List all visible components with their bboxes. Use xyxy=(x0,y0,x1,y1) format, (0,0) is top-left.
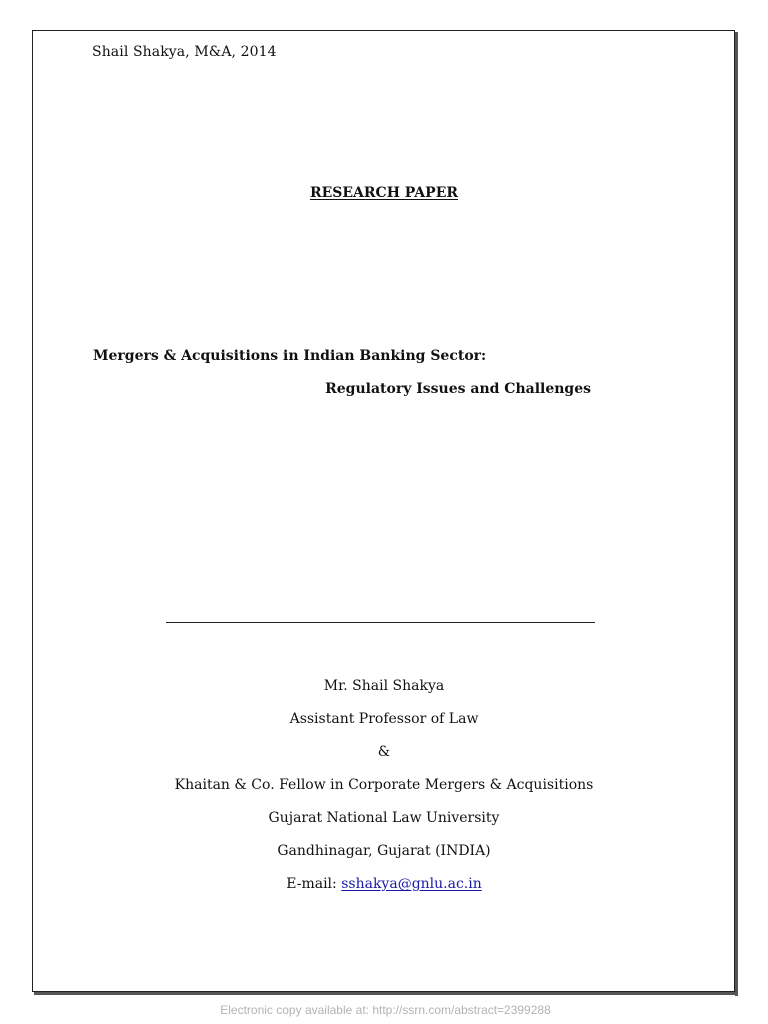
author-position: Assistant Professor of Law xyxy=(289,711,479,727)
email-label: E-mail: xyxy=(286,876,337,892)
author-conjunction: & xyxy=(377,744,391,760)
author-name: Mr. Shail Shakya xyxy=(323,678,445,694)
page-shadow-bottom xyxy=(34,992,738,995)
paper-title-line-1: Mergers & Acquisitions in Indian Banking Sector: xyxy=(93,348,487,364)
author-location: Gandhinagar, Gujarat (INDIA) xyxy=(277,843,491,859)
running-header: Shail Shakya, M&A, 2014 xyxy=(92,44,277,60)
paper-type-heading: RESEARCH PAPER xyxy=(309,185,459,201)
author-institution: Gujarat National Law University xyxy=(268,810,500,826)
email-link[interactable]: sshakya@gnlu.ac.in xyxy=(341,876,482,892)
author-email-line xyxy=(0,874,768,907)
author-fellowship: Khaitan & Co. Fellow in Corporate Mergers & Acquisitions xyxy=(174,777,594,793)
title-divider xyxy=(166,622,595,623)
ssrn-watermark: Electronic copy available at: http://ssrn.com/abstract=2399288 xyxy=(220,1003,551,1017)
author-block xyxy=(0,676,768,907)
paper-title-line-2: Regulatory Issues and Challenges xyxy=(325,381,591,397)
